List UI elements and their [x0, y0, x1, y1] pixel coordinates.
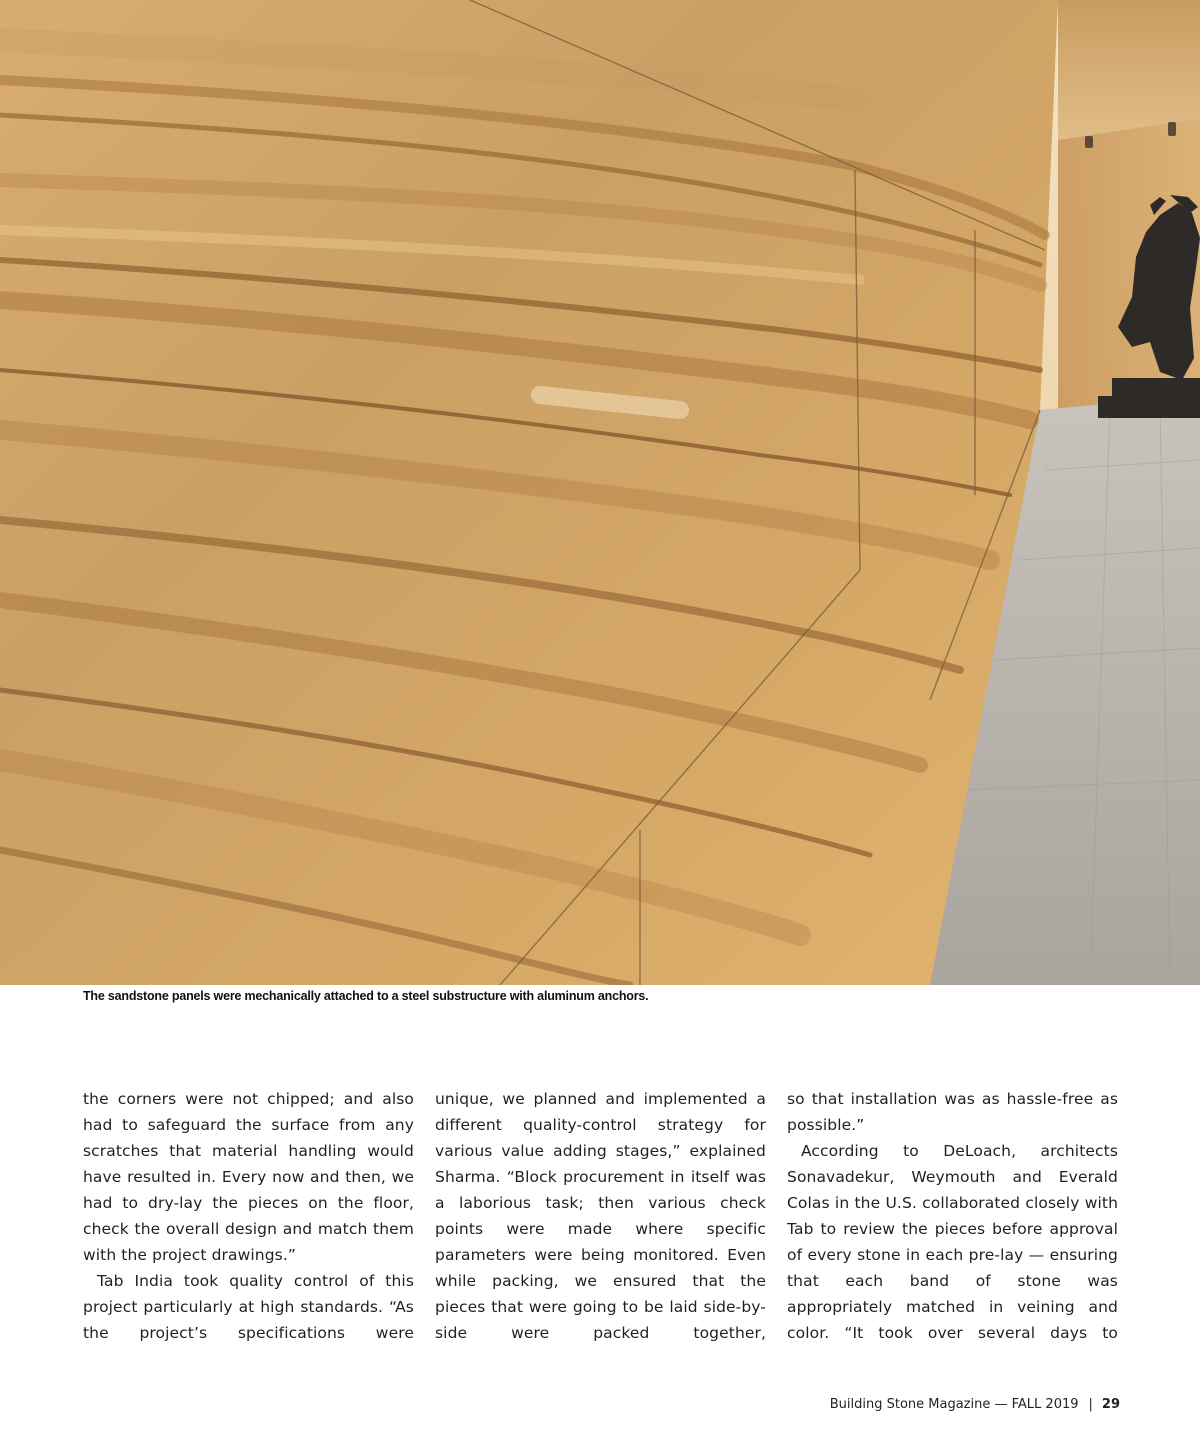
paragraph: so that installation was as hassle-free as possible.” [787, 1090, 1118, 1134]
photo-caption: The sandstone panels were mechanically attached to a steel substructure with aluminum anchors. [83, 989, 649, 1003]
issue-label: FALL 2019 [1011, 1397, 1079, 1412]
text-column-2 [435, 1086, 766, 1346]
page-footer [830, 1397, 1120, 1412]
footer-separator: | [1088, 1397, 1093, 1412]
paragraph: the corners were not chipped; and also had to safeguard the surface from any scratches that material handling would have resulted in. Every now and then, we had to dry-lay the pieces on the floor, check the overall design and match them with the project drawings.” [83, 1090, 414, 1264]
publication-name: Building Stone Magazine — [829, 1397, 1008, 1412]
text-column-3 [787, 1086, 1118, 1346]
page-number: 29 [1101, 1397, 1120, 1412]
paragraph: According to DeLoach, architects Sonavadekur, Weymouth and Everald Colas in the U.S. collaborated closely with Tab to review the pieces before approval of every stone in each pre-lay — ensuring that each band of stone was appropriately matched in veining and color. “It took over several days to [787, 1142, 1118, 1342]
paragraph: Tab India took quality control of this project particularly at high standards. “As the project’s specifications were [83, 1272, 414, 1342]
text-column-1 [83, 1086, 414, 1346]
paragraph: unique, we planned and implemented a different quality-control strategy for various value adding stages,” explained Sharma. “Block procurement in itself was a laborious task; then various check points were made where specific parameters were being monitored. Even while packing, we ensured that the pieces that were going to be laid side-by-side were packed together, [435, 1090, 766, 1342]
